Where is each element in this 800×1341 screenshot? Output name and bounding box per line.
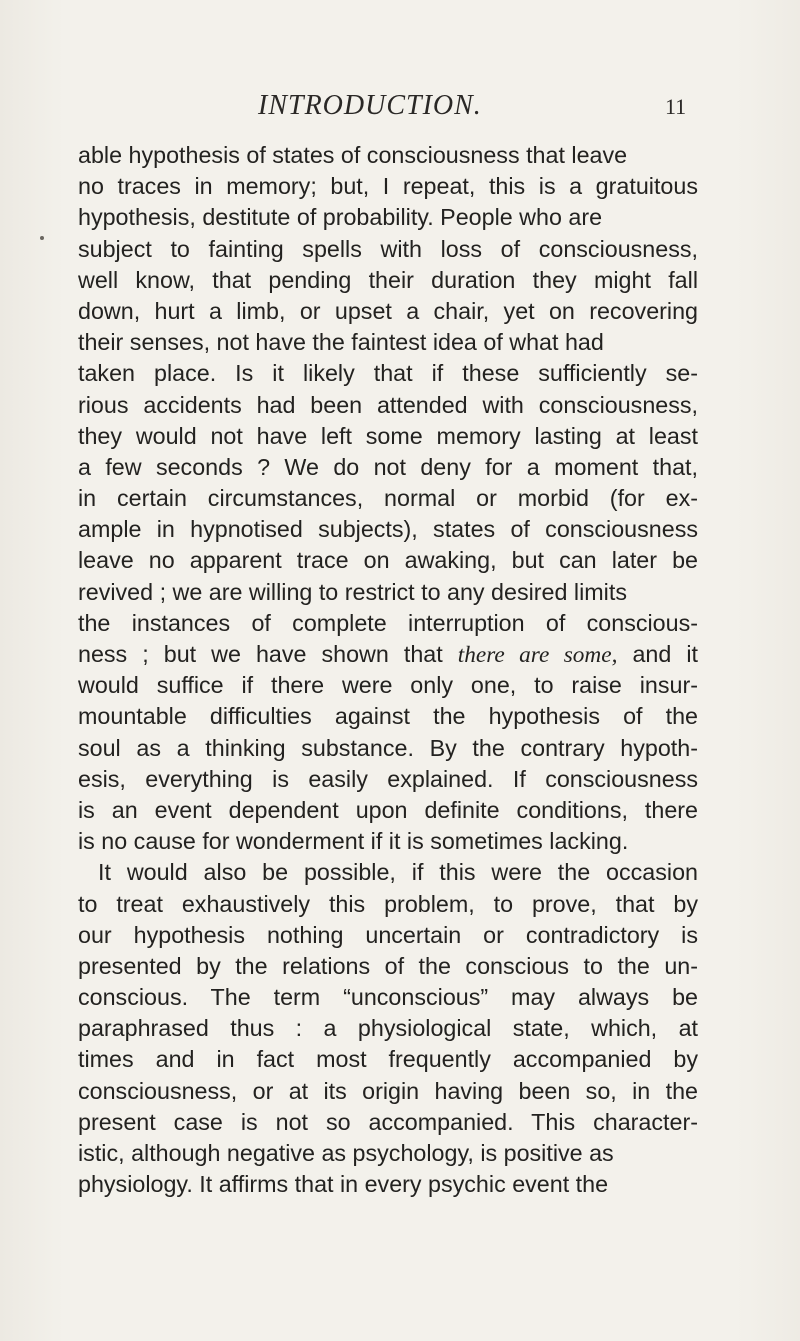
text-line: consciousness, or at its origin having been so, in the [78,1077,698,1104]
text-line: down, hurt a limb, or upset a chair, yet on recovering [78,297,698,324]
text-line: leave no apparent trace on awaking, but can later be [78,547,698,574]
text-line: able hypothesis of states of consciousness that leave [78,142,628,168]
body-text [78,140,698,1200]
text-line: conscious. The term “unconscious” may always be [78,984,698,1011]
text-line: subject to fainting spells with loss of consciousness, [78,235,698,262]
text-line: to treat exhaustively this problem, to prove, that by [78,890,698,917]
italic-emphasis: there are some, [457,642,618,668]
text-line: no traces in memory; but, I repeat, this is a gratuitous [78,173,698,200]
text-segment: and it [617,641,698,667]
text-line: mountable difficulties against the hypothesis of the [78,703,698,730]
text-line: present case is not so accompanied. This character- [78,1108,698,1135]
page-number: 11 [665,94,687,119]
text-line: paraphrased thus : a physiological state, which, at [78,1015,698,1042]
text-line: their senses, not have the faintest idea of what had [78,329,604,356]
text-line: istic, although negative as psychology, is positive as [78,1140,614,1166]
running-head [0,90,800,120]
text-line: physiology. It affirms that in every psychic event the [78,1171,609,1198]
text-line: presented by the relations of the conscious to the un- [78,952,698,979]
text-line: revived ; we are willing to restrict to any desired limits [78,578,627,605]
text-line: rious accidents had been attended with consciousness, [78,391,698,418]
text-line: the instances of complete interruption of conscious- [78,609,698,636]
text-line: they would not have left some memory lasting at least [78,422,698,449]
margin-speck [40,236,44,240]
text-line: is no cause for wonderment if it is sometimes lacking. [78,828,629,855]
text-line: a few seconds ? We do not deny for a moment that, [78,453,698,480]
text-line: It would also be possible, if this were the occasion [98,859,698,886]
text-line: is an event dependent upon definite conditions, there [78,796,698,823]
page-title: INTRODUCTION. [258,90,482,121]
text-line: taken place. Is it likely that if these sufficiently se- [78,360,698,387]
text-segment: ness ; but we have shown that [78,641,458,667]
text-line: hypothesis, destitute of probability. People who are [78,204,603,231]
text-line: ample in hypnotised subjects), states of consciousness [78,516,698,543]
text-line: well know, that pending their duration they might fall [78,266,698,293]
text-line: times and in fact most frequently accompanied by [78,1046,698,1073]
text-line: soul as a thinking substance. By the contrary hypoth- [78,734,698,761]
text-line: would suffice if there were only one, to raise insur- [78,672,698,699]
text-line: in certain circumstances, normal or morbid (for ex- [78,485,698,512]
text-line: our hypothesis nothing uncertain or contradictory is [78,921,698,948]
text-line [78,639,698,670]
text-line: esis, everything is easily explained. If consciousness [78,765,698,792]
